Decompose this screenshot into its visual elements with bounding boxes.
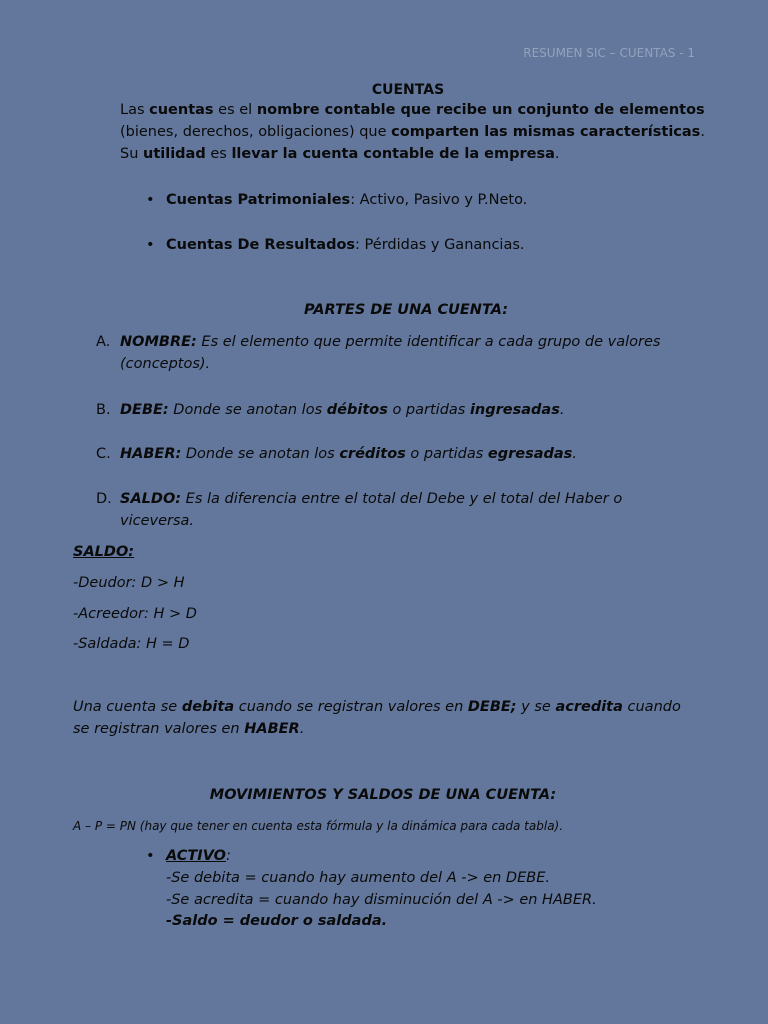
activo-line-2: -Se acredita = cuando hay disminución del A -> en HABER. — [166, 891, 597, 908]
bullet-patrimoniales — [146, 190, 706, 212]
partes-title: PARTES DE UNA CUENTA: — [304, 302, 508, 318]
text: . — [554, 145, 560, 162]
bullet-resultados — [146, 235, 706, 257]
text: : Pérdidas y Ganancias. — [355, 237, 525, 253]
text: y se — [516, 699, 556, 715]
bold-label: DEBE: — [120, 402, 169, 418]
movimientos-title: MOVIMIENTOS Y SALDOS DE UNA CUENTA: — [209, 787, 557, 803]
saldo-deudor: -Deudor: D > H — [73, 575, 185, 591]
bold-text: debita — [181, 699, 235, 715]
intro-line-3 — [120, 144, 720, 166]
text: (bienes, derechos, obligaciones) que — [120, 123, 392, 140]
list-item — [146, 190, 706, 212]
list-item-saldo — [96, 489, 696, 533]
text: es — [205, 145, 232, 162]
list-letter: B. — [96, 402, 111, 418]
bold-text: comparten las mismas características — [391, 123, 701, 140]
list-letter: A. — [96, 334, 111, 350]
text: : — [226, 848, 231, 864]
text: . — [299, 720, 305, 737]
text: es el — [213, 102, 257, 118]
bold-text: -Saldo = deudor o saldada. — [166, 913, 388, 930]
text: o partidas — [405, 446, 488, 462]
text: Donde se anotan los — [181, 446, 340, 462]
bold-text: utilidad — [143, 145, 206, 162]
saldo-section — [73, 542, 673, 564]
list-item-nombre — [96, 332, 696, 376]
intro-paragraph — [120, 100, 720, 165]
intro-line-2 — [120, 122, 720, 144]
saldo-title: SALDO: — [73, 544, 135, 560]
list-item-debe — [96, 400, 696, 422]
bold-text: Cuentas Patrimoniales — [166, 192, 351, 208]
bold-text: Cuentas De Resultados — [166, 237, 356, 253]
bullet-icon: • — [146, 237, 155, 253]
page-header: RESUMEN SIC – CUENTAS - 1 — [523, 46, 695, 60]
activo-heading — [166, 846, 706, 868]
text: : Activo, Pasivo y P.Neto. — [350, 192, 528, 208]
text: Su — [120, 145, 144, 162]
formula-note: A – P = PN (hay que tener en cuenta esta fórmula y la dinámica para cada tabla). — [73, 819, 564, 833]
text: o partidas — [387, 402, 470, 418]
bold-text: egresadas — [487, 446, 573, 462]
bold-text: débitos — [326, 402, 388, 418]
text: Las — [120, 102, 150, 118]
list-letter: C. — [96, 446, 111, 462]
text: . — [559, 402, 565, 418]
activo-line-1: -Se debita = cuando hay aumento del A -> en DEBE. — [166, 869, 550, 886]
text: . — [572, 446, 577, 462]
text: Es el elemento que permite identificar a cada grupo de valores (conceptos). — [120, 334, 661, 372]
activo-line-3 — [166, 911, 706, 933]
bold-text: cuentas — [149, 102, 214, 118]
intro-line-1 — [120, 100, 720, 122]
bold-text: créditos — [339, 446, 406, 462]
list-item — [146, 235, 706, 257]
debita-paragraph — [73, 697, 693, 741]
text: . — [700, 123, 705, 140]
bold-text: HABER — [244, 720, 300, 737]
list-item-haber — [96, 444, 696, 466]
list-letter: D. — [96, 491, 112, 507]
text: Una cuenta se — [73, 699, 182, 715]
bold-text: DEBE; — [467, 699, 517, 715]
activo-item — [146, 846, 706, 933]
activo-title: ACTIVO — [166, 848, 226, 864]
bold-text: acredita — [555, 699, 623, 715]
bullet-icon: • — [146, 192, 155, 208]
page-title: CUENTAS — [371, 82, 445, 98]
text: Donde se anotan los — [168, 402, 327, 418]
bullet-icon: • — [146, 848, 155, 864]
saldo-acreedor: -Acreedor: H > D — [73, 606, 197, 622]
bold-label: HABER: — [120, 446, 182, 462]
text: cuando se registran valores en — [234, 699, 468, 715]
bold-label: SALDO: — [120, 491, 182, 507]
bold-label: NOMBRE: — [120, 334, 197, 350]
bold-text: llevar la cuenta contable de la empresa — [231, 145, 555, 162]
bold-text: nombre contable que recibe un conjunto de elementos — [256, 102, 705, 118]
saldo-saldada: -Saldada: H = D — [73, 636, 190, 652]
text: cuando se registran valores en — [73, 699, 681, 737]
text: Es la diferencia entre el total del Debe y el total del Haber o viceversa. — [120, 491, 623, 529]
bold-text: ingresadas — [469, 402, 560, 418]
